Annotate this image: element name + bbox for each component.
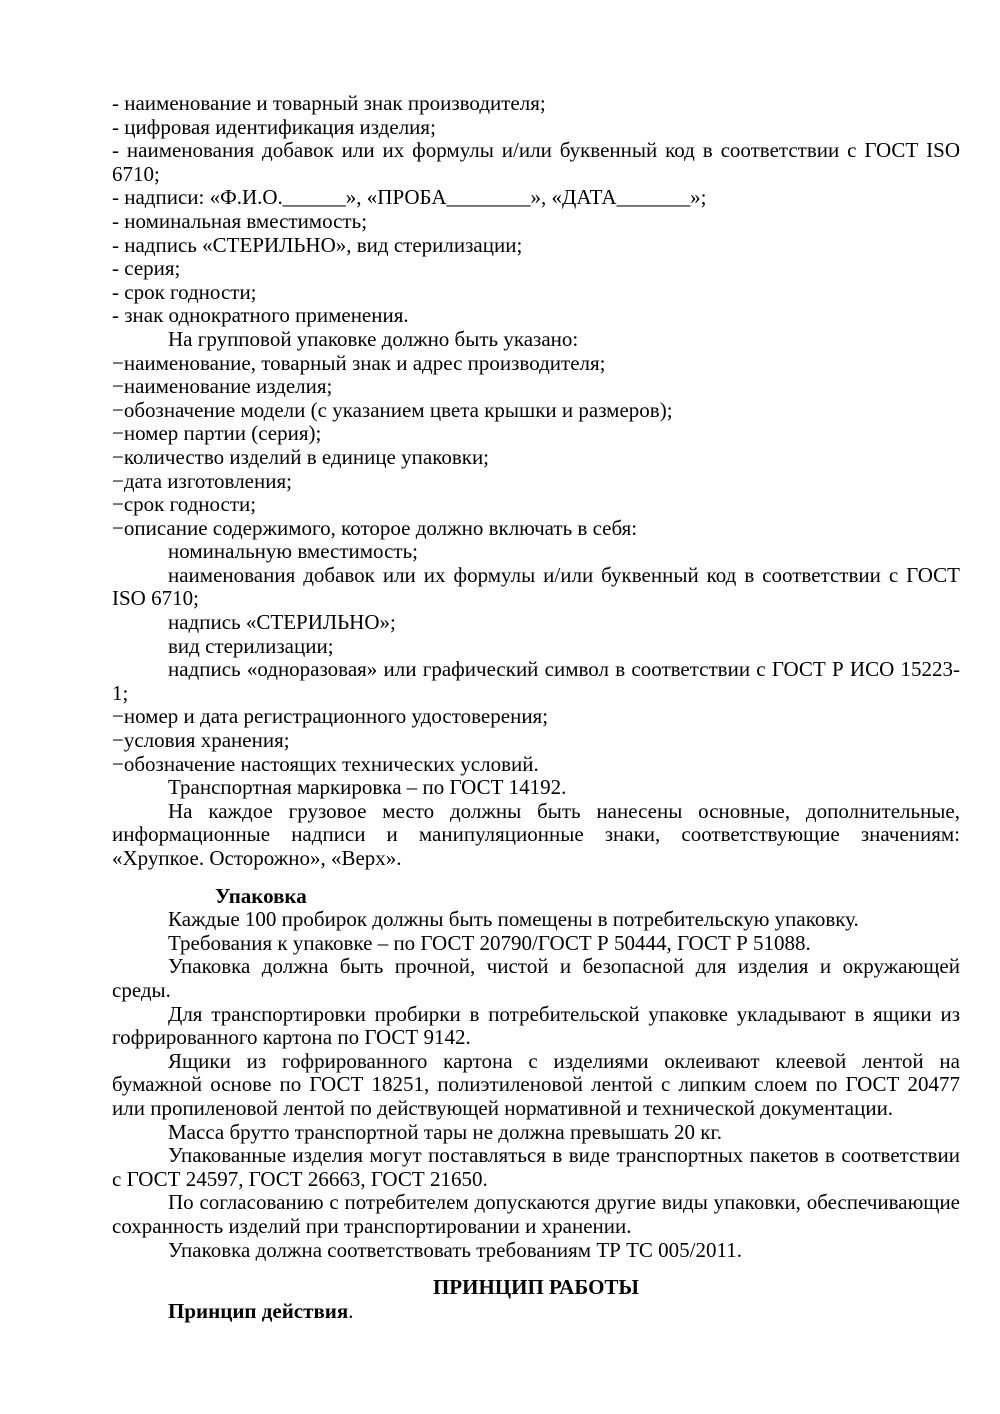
list-item: −обозначение настоящих технических условий. — [112, 751, 539, 776]
paragraph: надпись «СТЕРИЛЬНО»; — [168, 610, 396, 635]
list-item: - срок годности; — [112, 279, 257, 304]
list-item: −номер партии (серия); — [112, 421, 322, 446]
list-item: −наименование, товарный знак и адрес производителя; — [112, 350, 606, 375]
list-item: −обозначение модели (с указанием цвета крышки и размеров); — [112, 397, 673, 422]
list-item: −срок годности; — [112, 492, 257, 517]
list-item: - цифровая идентификация изделия; — [112, 114, 436, 139]
list-item: −описание содержимого, которое должно включать в себя: — [112, 515, 638, 540]
paragraph: Транспортная маркировка – по ГОСТ 14192. — [168, 775, 567, 800]
document-content — [112, 92, 960, 1323]
list-item: −количество изделий в единице упаковки; — [112, 444, 490, 469]
paragraph: Масса брутто транспортной тары не должна превышать 20 кг. — [168, 1119, 722, 1144]
section-heading-packaging: Упаковка — [215, 883, 307, 908]
list-item: −дата изготовления; — [112, 468, 292, 493]
paragraph: надпись «одноразовая» или графический символ в соответствии с ГОСТ Р ИСО 15223-1; — [112, 657, 960, 705]
bold-text: Принцип действия — [168, 1298, 349, 1323]
list-item: - наименования добавок или их формулы и/или буквенный код в соответствии с ГОСТ ISO 6710; — [112, 138, 960, 186]
paragraph: номинальную вместимость; — [168, 539, 418, 564]
list-item: −условия хранения; — [112, 728, 290, 753]
paragraph: На групповой упаковке должно быть указано: — [168, 326, 579, 351]
paragraph-principle-action — [112, 1300, 960, 1324]
list-item: −наименование изделия; — [112, 374, 333, 399]
paragraph: наименования добавок или их формулы и/или буквенный код в соответствии с ГОСТ ISO 6710; — [112, 562, 960, 611]
paragraph: вид стерилизации; — [168, 633, 334, 658]
paragraph: Ящики из гофрированного картона с изделиями оклеивают клеевой лентой на бумажной основе по ГОСТ 18251, полиэтиленовой лентой с липким слоем по ГОСТ 20477 или пропиленовой лентой по действующей нормативной и технической документации. — [112, 1048, 960, 1120]
paragraph: На каждое грузовое место должны быть нанесены основные, дополнительные, информационные надписи и манипуляционные знаки, соответствующие значениям: «Хрупкое. Осторожно», «Верх». — [112, 798, 960, 870]
list-item: - серия; — [112, 256, 181, 281]
section-heading-principle: ПРИНЦИП РАБОТЫ — [432, 1275, 640, 1300]
text: . — [348, 1298, 354, 1323]
list-item: - наименование и товарный знак производителя; — [112, 91, 546, 115]
list-item: - знак однократного применения. — [112, 303, 409, 328]
paragraph: По согласованию с потребителем допускаются другие виды упаковки, обеспечивающие сохранность изделий при транспортировании и хранении. — [112, 1190, 960, 1238]
list-item: - надпись «СТЕРИЛЬНО», вид стерилизации; — [112, 232, 523, 257]
paragraph: Упаковка должна быть прочной, чистой и безопасной для изделия и окружающей среды. — [112, 954, 960, 1002]
paragraph: Упакованные изделия могут поставляться в виде транспортных пакетов в соответствии с ГОСТ 24597, ГОСТ 26663, ГОСТ 21650. — [112, 1143, 960, 1191]
list-item: - номинальная вместимость; — [112, 208, 368, 233]
list-item: - надписи: «Ф.И.О.______», «ПРОБА________», «ДАТА_______»; — [112, 185, 707, 210]
paragraph: Требования к упаковке – по ГОСТ 20790/ГОСТ Р 50444, ГОСТ Р 51088. — [168, 930, 811, 955]
list-item: −номер и дата регистрационного удостоверения; — [112, 704, 549, 729]
paragraph: Каждые 100 пробирок должны быть помещены в потребительскую упаковку. — [168, 907, 859, 932]
paragraph: Упаковка должна соответствовать требованиям ТР ТС 005/2011. — [168, 1237, 742, 1262]
paragraph: Для транспортировки пробирки в потребительской упаковке укладывают в ящики из гофрированного картона по ГОСТ 9142. — [112, 1001, 960, 1050]
